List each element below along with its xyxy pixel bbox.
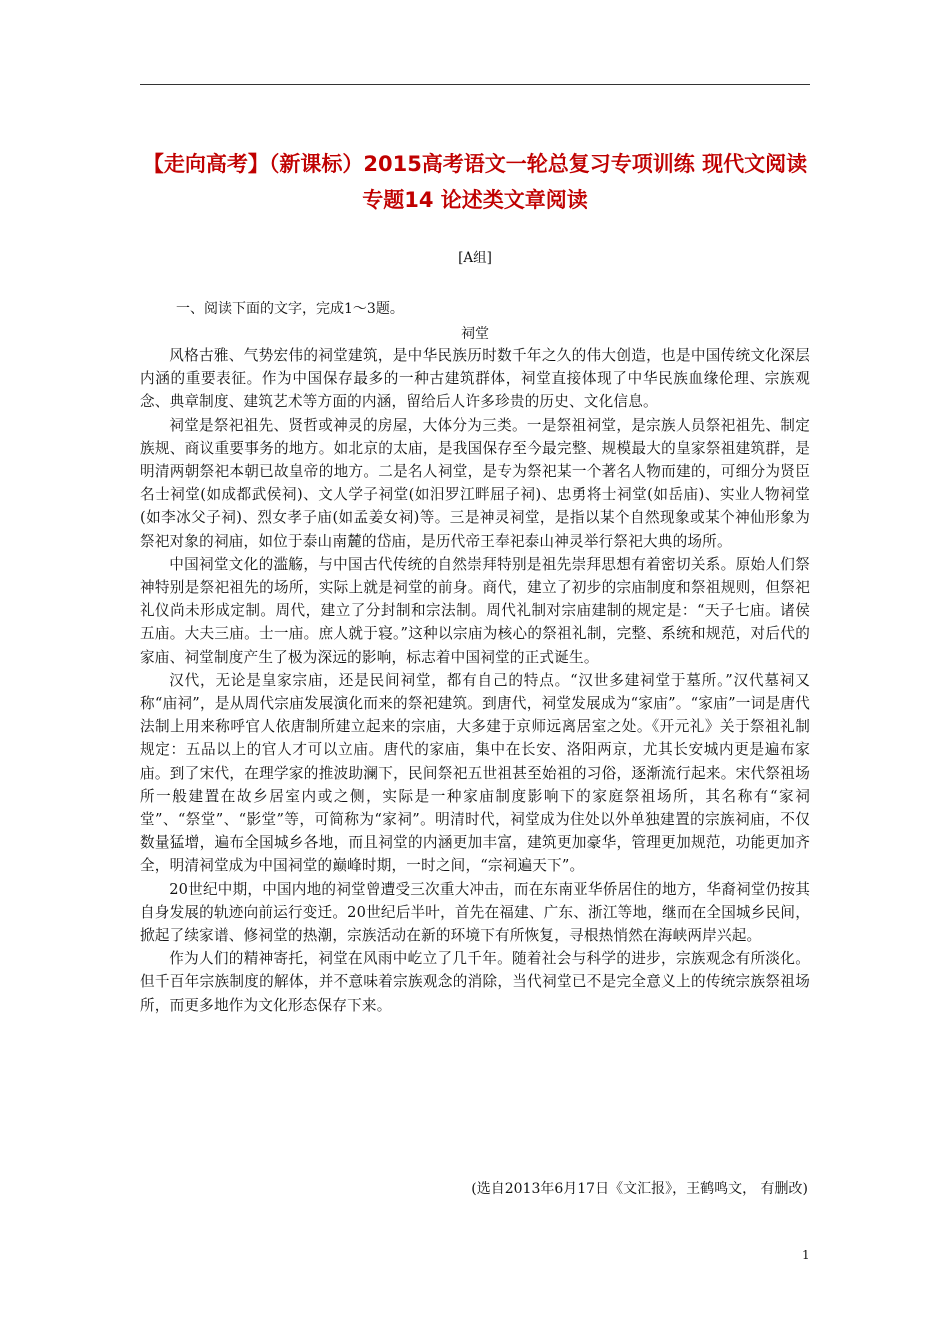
- question-instruction: 一、阅读下面的文字，完成1～3题。: [176, 301, 404, 317]
- paragraph: 祠堂是祭祀祖先、贤哲或神灵的房屋，大体分为三类。一是祭祖祠堂，是宗族人员祭祀祖先、制定族规、商议重要事务的地方。如北京的太庙，是我国保存至今最完整、规模最大的皇家祭祖建筑群，是明清两朝祭祀本朝已故皇帝的地方。二是名人祠堂，是专为祭祀某一个著名人物而建的，可细分为贤臣名士祠堂(如成都武侯祠)、文人学子祠堂(如汨罗江畔屈子祠)、忠勇将士祠堂(如岳庙)、实业人物祠堂(如李冰父子祠)、烈女孝子庙(如孟姜女祠)等。三是神灵祠堂，是指以某个自然现象或某个神仙形象为祭祀对象的祠庙，如位于泰山南麓的岱庙，是历代帝王奉祀泰山神灵举行祭祀大典的场所。: [140, 416, 810, 550]
- page-number: 1: [802, 1248, 810, 1262]
- paragraph: 风格古雅、气势宏伟的祠堂建筑，是中华民族历时数千年之久的伟大创造，也是中国传统文化深层内涵的重要表征。作为中国保存最多的一种古建筑群体，祠堂直接体现了中华民族血缘伦理、宗族观念、典章制度、建筑艺术等方面的内涵，留给后人许多珍贵的历史、文化信息。: [140, 347, 810, 411]
- source-citation: (选自2013年6月17日《文汇报》，王鹤鸣文， 有删改): [471, 1181, 808, 1197]
- article-body: [140, 344, 810, 1017]
- document-title: 【走向高考】（新课标）2015高考语文一轮总复习专项训练 现代文阅读 专题14 论述类文章阅读: [142, 152, 808, 212]
- article-title: 祠堂: [461, 326, 489, 342]
- paragraph: 汉代，无论是皇家宗庙，还是民间祠堂，都有自己的特点。“汉世多建祠堂于墓所。”汉代墓祠又称“庙祠”，是从周代宗庙发展演化而来的祭祀建筑。到唐代，祠堂发展成为“家庙”。“家庙”一词是唐代法制上用来称呼官人依唐制所建立起来的宗庙，大多建于京师远离居室之处。《开元礼》关于祭祖礼制规定：五品以上的官人才可以立庙。唐代的家庙，集中在长安、洛阳两京，尤其长安城内更是遍布家庙。到了宋代，在理学家的推波助澜下，民间祭祀五世祖甚至始祖的习俗，逐渐流行起来。宋代祭祖场所一般建置在故乡居室内或之侧，实际是一种家庙制度影响下的家庭祭祖场所，其名称有“家祠堂”、“祭堂”、“影堂”等，可简称为“家祠”。明清时代，祠堂成为住处以外单独建置的宗族祠庙，不仅数量猛增，遍布全国城乡各地，而且祠堂的内涵更加丰富，建筑更加豪华，管理更加规范，功能更加齐全，明清祠堂成为中国祠堂的巅峰时期，一时之间，“宗祠遍天下”。: [140, 671, 810, 875]
- paragraph: 20世纪中期，中国内地的祠堂曾遭受三次重大冲击，而在东南亚华侨居住的地方，华裔祠堂仍按其自身发展的轨迹向前运行变迁。20世纪后半叶，首先在福建、广东、浙江等地，继而在全国城乡民间，掀起了续家谱、修祠堂的热潮，宗族活动在新的环境下有所恢复，寻根热悄然在海峡两岸兴起。: [140, 880, 810, 945]
- header-rule: [140, 84, 810, 85]
- paragraph: 作为人们的精神寄托，祠堂在风雨中屹立了几千年。随着社会与科学的进步，宗族观念有所淡化。但千百年宗族制度的解体，并不意味着宗族观念的消除，当代祠堂已不是完全意义上的传统宗族祭祖场所，而更多地作为文化形态保存下来。: [140, 950, 810, 1014]
- paragraph: 中国祠堂文化的滥觞，与中国古代传统的自然崇拜特别是祖先崇拜思想有着密切关系。原始人们祭神特别是祭祀祖先的场所，实际上就是祠堂的前身。商代，建立了初步的宗庙制度和祭祖规则，但祭祀礼仪尚未形成定制。周代，建立了分封制和宗法制。周代礼制对宗庙建制的规定是：“天子七庙。诸侯五庙。大夫三庙。士一庙。庶人就于寝。”这种以宗庙为核心的祭祖礼制，完整、系统和规范，对后代的家庙、祠堂制度产生了极为深远的影响，标志着中国祠堂的正式诞生。: [140, 555, 810, 666]
- group-label: [A组]: [458, 250, 492, 266]
